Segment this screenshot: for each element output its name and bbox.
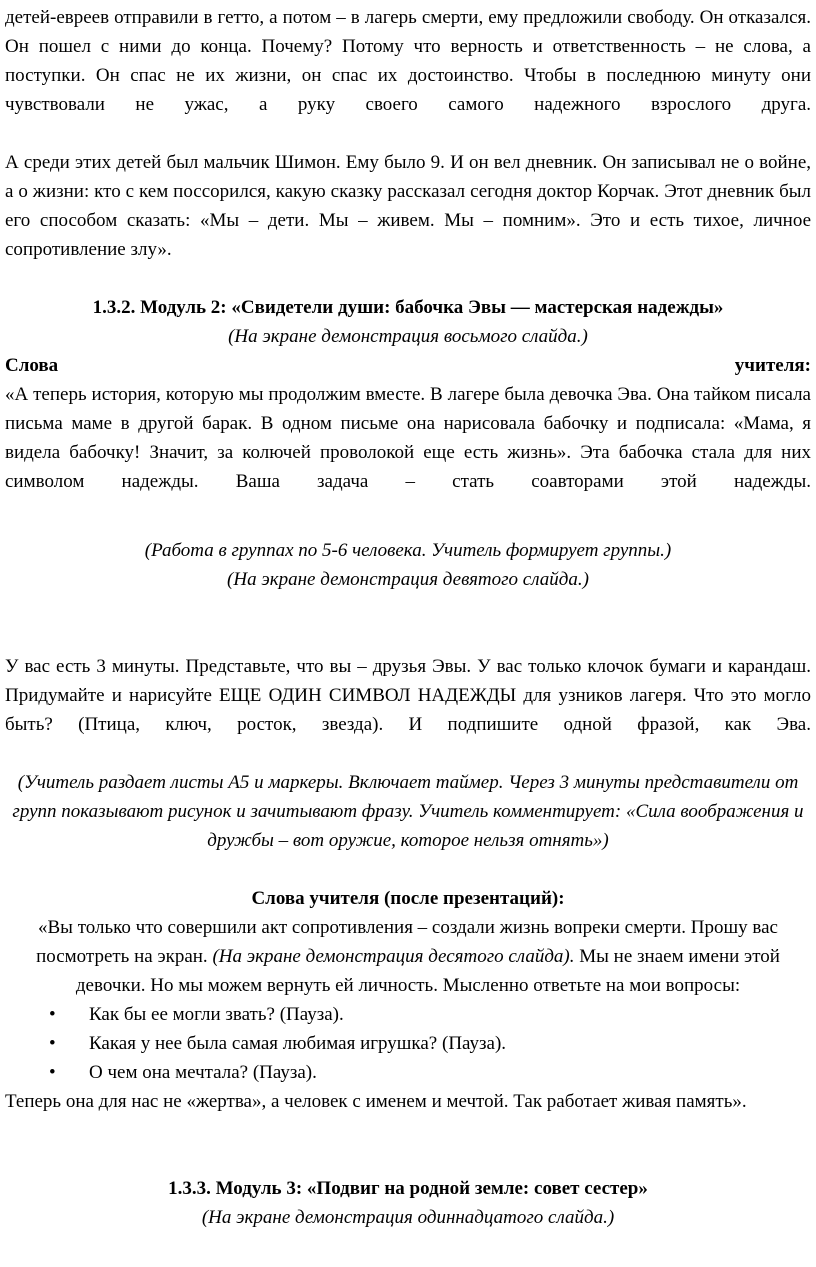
bullet-icon: • [49, 1004, 56, 1025]
teacher-words-label-left: Слова [5, 355, 59, 376]
question-name: Как бы ее могли звать? (Пауза). [89, 1004, 344, 1025]
module2-heading: 1.3.2. Модуль 2: «Свидетели души: бабочка Эвы — мастерская надежды» [92, 297, 724, 318]
slide10-stage-note: (На экране демонстрация десятого слайда). [212, 946, 575, 967]
reflection-questions-list [5, 1000, 811, 1087]
teacher-words-label [5, 351, 811, 380]
task-paragraph: У вас есть 3 минуты. Представьте, что вы – друзья Эвы. У вас только клочок бумаги и карандаш. Придумайте и нарисуйте ЕЩЕ ОДИН СИМВОЛ НАДЕЖДЫ для узников лагеря. Что это могло быть? (Птица, ключ, росток, звезда). И подпишите одной фразой, как Эва. [5, 656, 811, 735]
bullet-icon: • [49, 1062, 56, 1083]
teacher-words-label-right: учителя: [734, 355, 811, 376]
bullet-icon: • [49, 1033, 56, 1054]
reflection-text-part2: Мы не знаем имени этой девочки. Но мы можем вернуть ей личность. Мысленно ответьте на мои вопросы: [75, 946, 780, 996]
slide8-stage-note: (На экране демонстрация восьмого слайда.) [228, 326, 588, 347]
question-dream: О чем она мечтала? (Пауза). [89, 1062, 317, 1083]
list-item [5, 1000, 811, 1029]
teacher-actions-stage-note: (Учитель раздает листы А5 и маркеры. Включает таймер. Через 3 минуты представители от групп показывают рисунок и зачитывают фразу. Учитель комментирует: «Сила воображения и дружбы – вот оружие, которое нельзя отнять») [12, 772, 804, 851]
shimon-diary-paragraph: А среди этих детей был мальчик Шимон. Ему было 9. И он вел дневник. Он записывал не о войне, а о жизни: кто с кем поссорился, какую сказку рассказал сегодня доктор Корчак. Этот дневник был его способом сказать: «Мы – дети. Мы – живем. Мы – помним». Это и есть тихое, личное сопротивление злу». [5, 152, 811, 260]
eva-story-paragraph: «А теперь история, которую мы продолжим вместе. В лагере была девочка Эва. Она тайком писала письма маме в другой барак. В одном письме она нарисовала бабочку и подписала: «Мама, я видела бабочку! Значит, за колючей проволокой еще есть жизнь». Эта бабочка стала для них символом надежды. Ваша задача – стать соавторами этой надежды. [5, 384, 811, 492]
closing-paragraph: Теперь она для нас не «жертва», а человек с именем и мечтой. Так работает живая память». [5, 1091, 747, 1112]
slide11-stage-note: (На экране демонстрация одиннадцатого слайда.) [201, 1207, 615, 1228]
question-toy: Какая у нее была самая любимая игрушка? (Пауза). [89, 1033, 507, 1054]
list-item [5, 1058, 811, 1087]
reflection-text-part1: «Вы только что совершили акт сопротивления – создали жизнь вопреки смерти. Прошу вас посмотреть на экран. [36, 917, 778, 967]
list-item [5, 1029, 811, 1058]
reflection-paragraph [5, 913, 811, 1000]
slide9-stage-note: (На экране демонстрация девятого слайда.) [227, 569, 589, 590]
module3-heading: 1.3.3. Модуль 3: «Подвиг на родной земле: совет сестер» [168, 1178, 648, 1199]
group-work-stage-note: (Работа в группах по 5-6 человека. Учитель формирует группы.) [144, 540, 672, 561]
after-presentations-heading: Слова учителя (после презентаций): [251, 888, 565, 909]
korczak-paragraph: детей-евреев отправили в гетто, а потом – в лагерь смерти, ему предложили свободу. Он отказался. Он пошел с ними до конца. Почему? Потому что верность и ответственность – не слова, а поступки. Он спас не их жизни, он спас их достоинство. Чтобы в последнюю минуту они чувствовали не ужас, а руку своего самого надежного взрослого друга. [5, 7, 811, 115]
